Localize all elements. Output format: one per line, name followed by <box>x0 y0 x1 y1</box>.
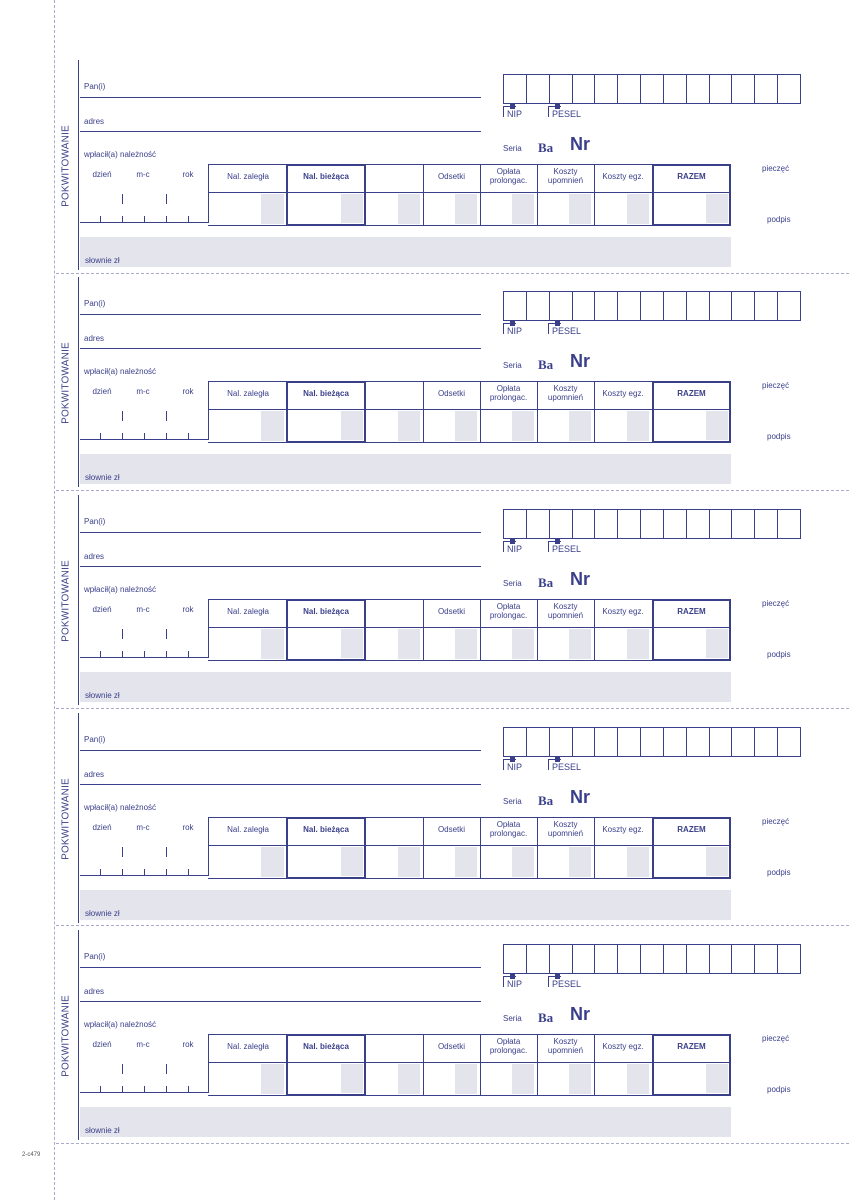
receipt-slip: POKWITOWANIE Pan(i) adres wpłacił(a) należność NIP PESEL Seria Ba Nr dzień m-c rok Nal. zaległa Nal. bieżąca Odsetki Opłata prolongac. Koszty upomnień Koszty egz. RAZEM słownie zł pieczęć podpis <box>0 930 849 1147</box>
payment-table <box>80 1034 731 1098</box>
header-koszty-egz: Koszty egz. <box>602 1042 644 1051</box>
label-nr: Nr <box>570 134 591 154</box>
header-oplata: Opłata prolongac. <box>489 820 528 838</box>
nip-pesel-grid[interactable] <box>503 727 801 757</box>
label-podpis: podpis <box>767 432 791 441</box>
header-rok: rok <box>182 1040 194 1049</box>
header-rok: rok <box>182 605 194 614</box>
header-mc: m-c <box>136 170 150 179</box>
nip-pesel-grid[interactable] <box>503 509 801 539</box>
document-code: 2-c479 <box>22 1152 41 1158</box>
header-dzien: dzień <box>92 823 112 832</box>
header-mc: m-c <box>136 387 150 396</box>
pan-field[interactable] <box>80 314 481 315</box>
adres-field[interactable] <box>80 566 481 567</box>
label-adres: adres <box>84 552 105 561</box>
label-nr: Nr <box>570 1004 591 1024</box>
header-odsetki: Odsetki <box>437 1042 466 1051</box>
header-dzien: dzień <box>92 605 112 614</box>
header-koszty-egz: Koszty egz. <box>602 825 644 834</box>
label-podpis: podpis <box>767 868 791 877</box>
receipt-slip: POKWITOWANIE Pan(i) adres wpłacił(a) należność NIP PESEL Seria Ba Nr dzień m-c rok Nal. zaległa Nal. bieżąca Odsetki Opłata prolongac. Koszty upomnień Koszty egz. RAZEM słownie zł pieczęć podpis <box>0 277 849 494</box>
header-dzien: dzień <box>92 387 112 396</box>
label-podpis: podpis <box>767 1085 791 1094</box>
header-nal-biezaca: Nal. bieżąca <box>303 172 349 181</box>
header-koszty-upomnien: Koszty upomnień <box>547 167 584 185</box>
header-koszty-egz: Koszty egz. <box>602 172 644 181</box>
nip-pesel-grid[interactable] <box>503 291 801 321</box>
side-bar <box>78 60 79 270</box>
nal-zalegla-field[interactable] <box>212 629 284 659</box>
label-pieczec: pieczęć <box>762 164 790 173</box>
label-nr: Nr <box>570 351 591 371</box>
nal-zalegla-field[interactable] <box>212 411 284 441</box>
cut-line <box>56 273 849 274</box>
header-oplata: Opłata prolongac. <box>489 167 528 185</box>
side-bar <box>78 713 79 923</box>
header-rok: rok <box>182 823 194 832</box>
header-oplata: Opłata prolongac. <box>489 602 528 620</box>
label-nr: Nr <box>570 787 591 807</box>
label-pan: Pan(i) <box>84 735 106 744</box>
label-wplacil: wpłacił(a) należność <box>84 585 157 594</box>
header-oplata: Opłata prolongac. <box>489 1037 528 1055</box>
adres-field[interactable] <box>80 348 481 349</box>
payment-table <box>80 817 731 881</box>
adres-field[interactable] <box>80 784 481 785</box>
cut-line <box>56 925 849 926</box>
label-seria: Seria <box>503 144 522 153</box>
amount-in-words-field[interactable] <box>80 237 731 267</box>
label-adres: adres <box>84 117 105 126</box>
header-rok: rok <box>182 387 194 396</box>
side-bar <box>78 495 79 705</box>
header-koszty-upomnien: Koszty upomnień <box>547 820 584 838</box>
header-nal-zalegla: Nal. zaległa <box>227 389 269 398</box>
label-nr: Nr <box>570 569 591 589</box>
header-mc: m-c <box>136 605 150 614</box>
payment-table <box>80 599 731 663</box>
header-koszty-upomnien: Koszty upomnień <box>547 602 584 620</box>
label-seria: Seria <box>503 1014 522 1023</box>
header-nal-zalegla: Nal. zaległa <box>227 1042 269 1051</box>
header-koszty-upomnien: Koszty upomnień <box>547 384 584 402</box>
header-odsetki: Odsetki <box>437 607 466 616</box>
nal-zalegla-field[interactable] <box>212 1064 284 1094</box>
payment-table <box>80 381 731 445</box>
cut-line <box>56 490 849 491</box>
header-nal-biezaca: Nal. bieżąca <box>303 389 349 398</box>
header-nal-biezaca: Nal. bieżąca <box>303 607 349 616</box>
header-razem: RAZEM <box>677 389 706 398</box>
label-pan: Pan(i) <box>84 299 106 308</box>
side-bar <box>78 277 79 487</box>
series-value: Ba <box>538 140 554 155</box>
label-slownie: słownie zł <box>85 1126 120 1135</box>
amount-in-words-field[interactable] <box>80 890 731 920</box>
header-dzien: dzień <box>92 1040 112 1049</box>
header-dzien: dzień <box>92 170 112 179</box>
label-wplacil: wpłacił(a) należność <box>84 803 157 812</box>
receipt-slip: POKWITOWANIE Pan(i) adres wpłacił(a) należność NIP PESEL Seria Ba Nr dzień m-c rok Nal. zaległa Nal. bieżąca Odsetki Opłata prolongac. Koszty upomnień Koszty egz. RAZEM słownie zł pieczęć podpis <box>0 713 849 930</box>
adres-field[interactable] <box>80 1001 481 1002</box>
header-koszty-egz: Koszty egz. <box>602 607 644 616</box>
label-slownie: słownie zł <box>85 691 120 700</box>
label-pieczec: pieczęć <box>762 381 790 390</box>
side-title: POKWITOWANIE <box>60 342 72 424</box>
label-podpis: podpis <box>767 215 791 224</box>
label-wplacil: wpłacił(a) należność <box>84 150 157 159</box>
header-razem: RAZEM <box>677 607 706 616</box>
adres-field[interactable] <box>80 131 481 132</box>
pan-field[interactable] <box>80 532 481 533</box>
label-seria: Seria <box>503 797 522 806</box>
label-wplacil: wpłacił(a) należność <box>84 367 157 376</box>
header-odsetki: Odsetki <box>437 389 466 398</box>
label-seria: Seria <box>503 361 522 370</box>
header-nal-zalegla: Nal. zaległa <box>227 172 269 181</box>
amount-in-words-field[interactable] <box>80 672 731 702</box>
header-nal-zalegla: Nal. zaległa <box>227 825 269 834</box>
label-adres: adres <box>84 987 105 996</box>
side-title: POKWITOWANIE <box>60 778 72 860</box>
label-pieczec: pieczęć <box>762 817 790 826</box>
label-pieczec: pieczęć <box>762 599 790 608</box>
side-bar <box>78 930 79 1140</box>
label-slownie: słownie zł <box>85 256 120 265</box>
receipt-slip: POKWITOWANIE Pan(i) adres wpłacił(a) należność NIP PESEL Seria Ba Nr dzień m-c rok Nal. zaległa Nal. bieżąca Odsetki Opłata prolongac. Koszty upomnień Koszty egz. RAZEM słownie zł pieczęć podpis <box>0 495 849 712</box>
receipt-slip: POKWITOWANIE Pan(i) adres wpłacił(a) należność NIP PESEL Seria Ba Nr dzień m-c rok Nal. zaległa Nal. bieżąca Odsetki Opłata prolongac. Koszty upomnień Koszty egz. RAZEM słownie zł pieczęć podpis <box>0 60 849 277</box>
pan-field[interactable] <box>80 967 481 968</box>
header-nal-biezaca: Nal. bieżąca <box>303 825 349 834</box>
payment-table <box>80 164 731 228</box>
label-adres: adres <box>84 770 105 779</box>
label-pan: Pan(i) <box>84 517 106 526</box>
cut-line <box>56 1143 849 1144</box>
series-value: Ba <box>538 575 554 590</box>
series-value: Ba <box>538 793 554 808</box>
cut-line <box>56 708 849 709</box>
label-podpis: podpis <box>767 650 791 659</box>
header-razem: RAZEM <box>677 172 706 181</box>
header-odsetki: Odsetki <box>437 172 466 181</box>
header-odsetki: Odsetki <box>437 825 466 834</box>
amount-in-words-field[interactable] <box>80 454 731 484</box>
side-title: POKWITOWANIE <box>60 995 72 1077</box>
nip-pesel-grid[interactable] <box>503 944 801 974</box>
header-mc: m-c <box>136 823 150 832</box>
amount-in-words-field[interactable] <box>80 1107 731 1137</box>
label-slownie: słownie zł <box>85 909 120 918</box>
label-seria: Seria <box>503 579 522 588</box>
header-razem: RAZEM <box>677 825 706 834</box>
pan-field[interactable] <box>80 97 481 98</box>
label-pan: Pan(i) <box>84 952 106 961</box>
nal-zalegla-field[interactable] <box>212 847 284 877</box>
header-nal-zalegla: Nal. zaległa <box>227 607 269 616</box>
header-rok: rok <box>182 170 194 179</box>
label-pan: Pan(i) <box>84 82 106 91</box>
nal-zalegla-field[interactable] <box>212 194 284 224</box>
header-nal-biezaca: Nal. bieżąca <box>303 1042 349 1051</box>
header-mc: m-c <box>136 1040 150 1049</box>
label-slownie: słownie zł <box>85 473 120 482</box>
header-razem: RAZEM <box>677 1042 706 1051</box>
side-title: POKWITOWANIE <box>60 125 72 207</box>
label-pieczec: pieczęć <box>762 1034 790 1043</box>
nip-pesel-grid[interactable] <box>503 74 801 104</box>
header-koszty-upomnien: Koszty upomnień <box>547 1037 584 1055</box>
side-title: POKWITOWANIE <box>60 560 72 642</box>
series-value: Ba <box>538 357 554 372</box>
label-wplacil: wpłacił(a) należność <box>84 1020 157 1029</box>
series-value: Ba <box>538 1010 554 1025</box>
label-adres: adres <box>84 334 105 343</box>
header-koszty-egz: Koszty egz. <box>602 389 644 398</box>
header-oplata: Opłata prolongac. <box>489 384 528 402</box>
pan-field[interactable] <box>80 750 481 751</box>
